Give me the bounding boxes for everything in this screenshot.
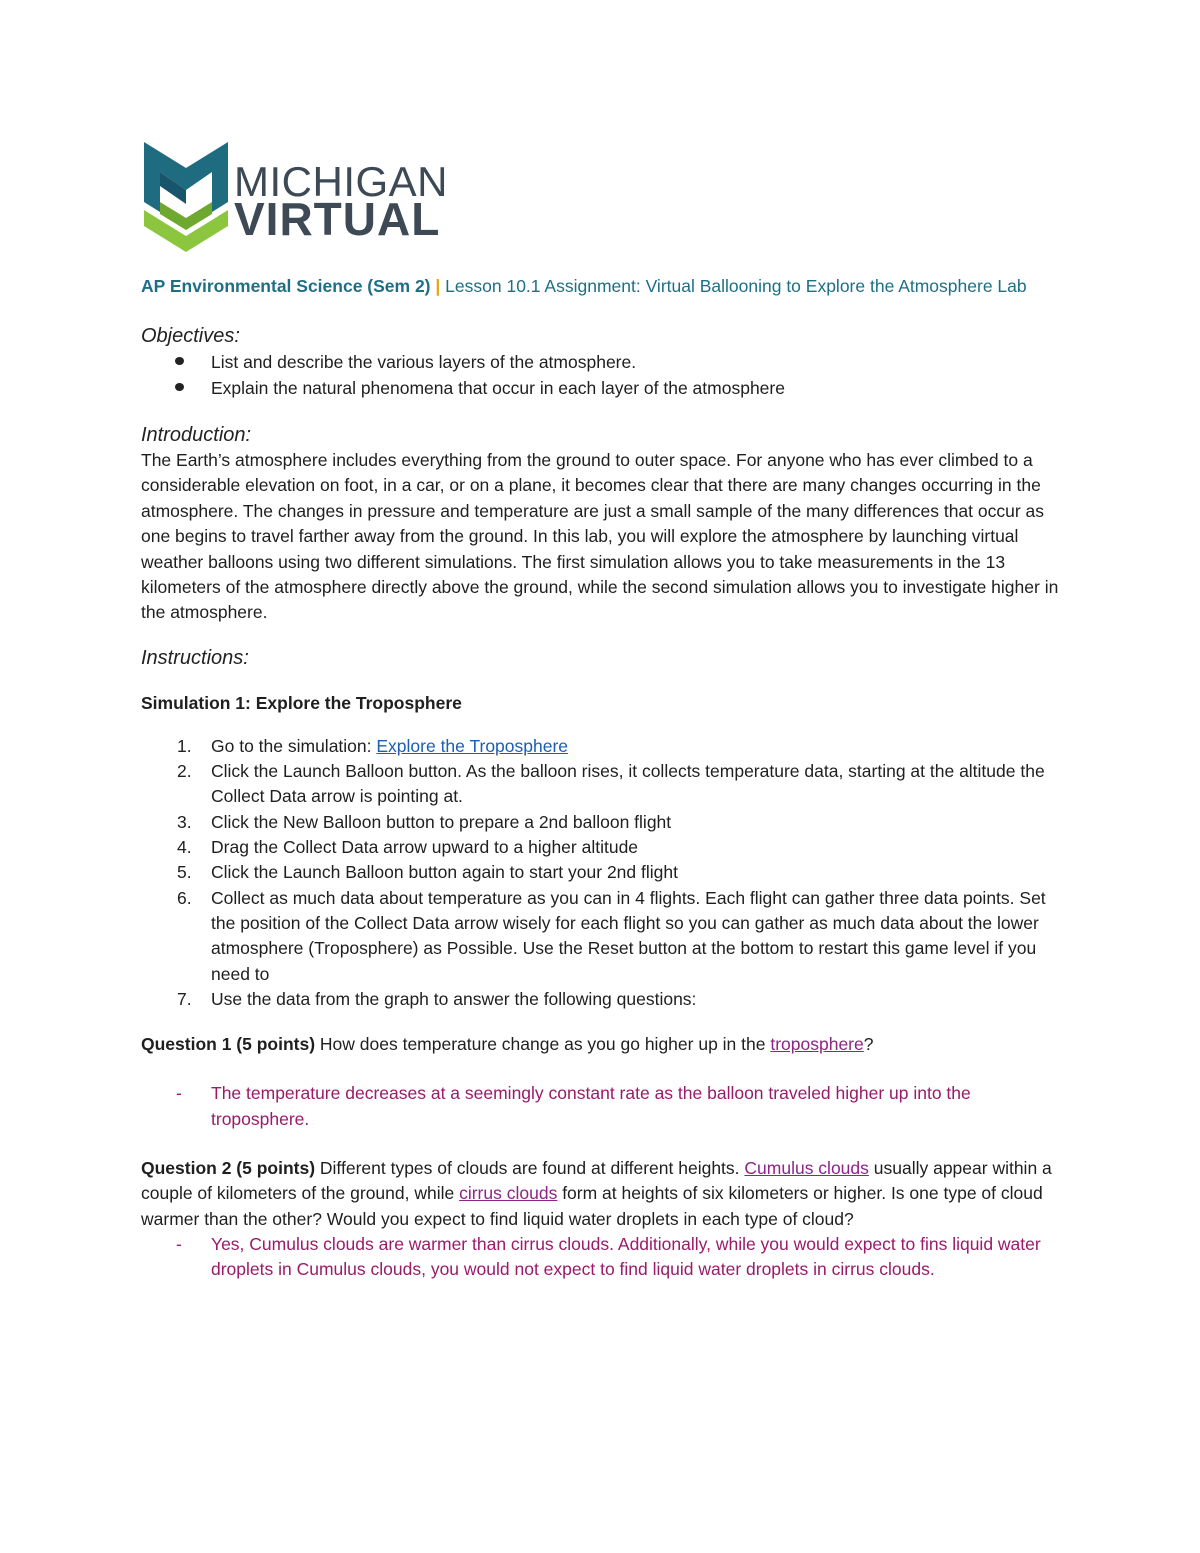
document-body [141, 272, 1061, 1282]
question-2-answer: - Yes, Cumulus clouds are warmer than cirrus clouds. Additionally, while you would expect to fins liquid water droplets in Cumulus clouds, you would not expect to find liquid water droplets in cirrus clouds. [176, 1233, 1041, 1280]
list-item: Explain the natural phenomena that occur in each layer of the atmosphere [141, 375, 1061, 401]
cirrus-clouds-link[interactable]: cirrus clouds [459, 1183, 558, 1204]
cumulus-clouds-link[interactable]: Cumulus clouds [744, 1158, 869, 1178]
question-1-answer: - The temperature decreases at a seemingly constant rate as the balloon traveled higher up into the troposphere. [176, 1083, 971, 1129]
question-2: Question 2 (5 points) Different types of clouds are found at different heights. Cumulus clouds usually appear within a couple of kilometers of the ground, while cirrus clouds form at heights of six kilometers or higher. Is one type of cloud warmer than the other? Would you expect to find liquid water droplets in each type of cloud? [141, 1158, 1052, 1229]
logo-mark-icon [142, 140, 230, 258]
header-separator: | [435, 276, 441, 296]
question-1: Question 1 (5 points) How does temperature change as you go higher up in the troposphere? [141, 1034, 874, 1055]
lesson-title: Lesson 10.1 Assignment: Virtual Ballooning to Explore the Atmosphere Lab [445, 276, 1027, 296]
list-item: 5. Click the Launch Balloon button again to start your 2nd flight [177, 862, 678, 883]
list-item: 6. Collect as much data about temperature as you can in 4 flights. Each flight can gather three data points. Set the position of the Collect Data arrow wisely for each flight so you can gather as much data about the lower atmosphere (Troposphere) as Possible. Use the Reset button at the bottom to restart this game level if you need to [177, 887, 1046, 984]
objectives-heading: Objectives: [141, 325, 240, 347]
logo-text-virtual: VIRTUAL [234, 193, 441, 245]
bullet-icon [175, 357, 184, 365]
introduction-text: The Earth’s atmosphere includes everything from the ground to outer space. For anyone who has ever climbed to a considerable elevation on foot, in a car, or on a plane, it becomes clear that there are many changes occurring in the atmosphere. The changes in pressure and temperature are just a small sample of the many differences that occur as one begins to travel farther away from the ground. In this lab, you will explore the atmosphere by launching virtual weather balloons using two different simulations. The first simulation allows you to take measurements in the 13 kilometers of the atmosphere directly above the ground, while the second simulation allows you to investigate higher in the atmosphere. [141, 450, 1059, 623]
question-2-label: Question 2 (5 points) [141, 1158, 316, 1178]
list-item: 2. Click the Launch Balloon button. As the balloon rises, it collects temperature data, starting at the altitude the Collect Data arrow is pointing at. [177, 761, 1045, 807]
bullet-icon [175, 383, 184, 391]
instruction-steps [141, 734, 1061, 1012]
list-item: 1. Go to the simulation: Explore the Troposphere [177, 735, 569, 756]
michigan-virtual-logo [142, 140, 448, 260]
introduction-heading: Introduction: [141, 424, 252, 446]
instructions-heading: Instructions: [141, 646, 249, 669]
logo-text-michigan: MICHIGAN [234, 158, 448, 205]
list-item: 3. Click the New Balloon button to prepare a 2nd balloon flight [177, 811, 672, 832]
explore-troposphere-link[interactable]: Explore the Troposphere [376, 735, 569, 756]
list-item: 4. Drag the Collect Data arrow upward to a higher altitude [177, 837, 639, 858]
course-title: AP Environmental Science (Sem 2) [141, 276, 431, 296]
course-header [141, 272, 1061, 300]
simulation-title: Simulation 1: Explore the Troposphere [141, 692, 462, 713]
list-item: 7. Use the data from the graph to answer the following questions: [177, 988, 697, 1009]
list-item: List and describe the various layers of the atmosphere. [141, 349, 1061, 375]
question-1-label: Question 1 (5 points) [141, 1034, 316, 1055]
troposphere-link[interactable]: troposphere [770, 1034, 864, 1055]
objectives-list [141, 349, 1061, 401]
